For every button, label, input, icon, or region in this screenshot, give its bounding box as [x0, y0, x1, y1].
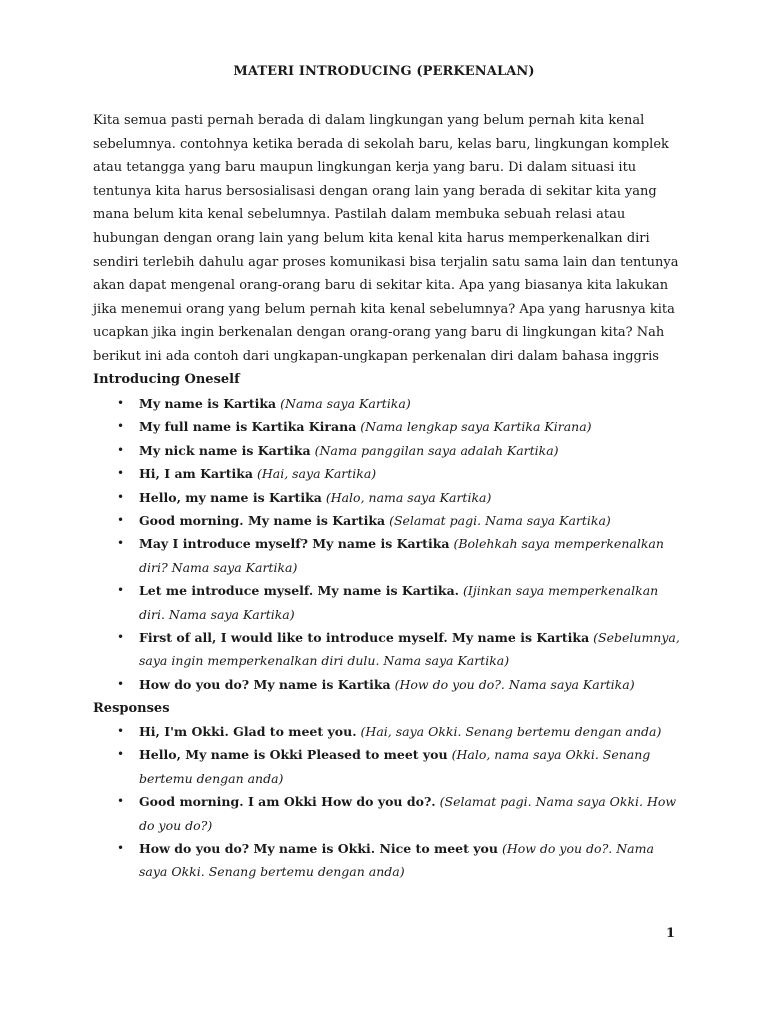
translation-text: (Sebelumnya, saya ingin memperkenalkan diri dulu. Nama saya Kartika): [139, 630, 680, 669]
list-item: [93, 462, 685, 485]
list-item: [93, 415, 685, 438]
responses-list: [93, 720, 685, 884]
document-title: MATERI INTRODUCING (PERKENALAN): [233, 64, 535, 79]
list-item: [93, 486, 685, 509]
translation-text: (Selamat pagi. Nama saya Okki. How do you do?): [139, 794, 677, 833]
phrase-text: My full name is Kartika Kirana: [139, 419, 357, 435]
list-item: [93, 837, 685, 884]
phrase-text: Let me introduce myself. My name is Kartika.: [139, 583, 460, 599]
phrase-text: Hi, I am Kartika: [139, 466, 253, 482]
section-heading-introducing: Introducing Oneself: [93, 372, 240, 387]
list-item: [93, 720, 685, 743]
list-item: [93, 509, 685, 532]
phrase-text: My name is Kartika: [139, 396, 277, 411]
phrase-text: May I introduce myself? My name is Kartika: [139, 536, 450, 552]
translation-text: (Bolehkah saya memperkenalkan diri? Nama saya Kartika): [139, 536, 664, 575]
list-item: [93, 579, 685, 626]
list-item: [93, 673, 685, 696]
translation-text: (Halo, nama saya Okki. Senang bertemu dengan anda): [139, 747, 651, 786]
page-number: 1: [666, 926, 676, 941]
intro-paragraph: Kita semua pasti pernah berada di dalam lingkungan yang belum pernah kita kenal sebelumnya. contohnya ketika berada di sekolah baru, kelas baru, lingkungan komplek atau tetangga yang baru maupun lingkungan kerja yang baru. Di dalam situasi itu tentunya kita harus bersosialisasi dengan orang lain yang berada di sekitar kita yang mana belum kita kenal sebelumnya. Pastilah dalam membuka sebuah relasi atau hubungan dengan orang lain yang belum kita kenal kita harus memperkenalkan diri sendiri terlebih dahulu agar proses komunikasi bisa terjalin satu sama lain dan tentunya akan dapat mengenal orang-orang baru di sekitar kita. Apa yang biasanya kita lakukan jika menemui orang yang belum pernah kita kenal sebelumnya? Apa yang harusnya kita ucapkan jika ingin berkenalan dengan orang-orang yang baru di lingkungan kita? Nah berikut ini ada contoh dari ungkapan-ungkapan perkenalan diri dalam bahasa inggris: [93, 113, 679, 364]
translation-text: (Nama panggilan saya adalah Kartika): [314, 442, 559, 458]
list-item: [93, 439, 685, 462]
list-item: [93, 626, 685, 673]
phrase-text: How do you do? My name is Kartika: [139, 676, 391, 692]
translation-text: (How do you do?. Nama saya Kartika): [394, 676, 635, 692]
list-item: [93, 790, 685, 837]
introducing-list: [93, 392, 685, 696]
phrase-text: Hello, my name is Kartika: [139, 489, 322, 505]
translation-text: (Hai, saya Kartika): [256, 466, 377, 482]
section-heading-responses: Responses: [93, 701, 170, 716]
list-item: [93, 392, 685, 415]
translation-text: (How do you do?. Nama saya Okki. Senang bertemu dengan anda): [139, 841, 654, 880]
list-item: [93, 743, 685, 790]
phrase-text: Hi, I'm Okki. Glad to meet you.: [139, 724, 357, 739]
translation-text: (Ijinkan saya memperkenalkan diri. Nama saya Kartika): [139, 583, 659, 622]
phrase-text: Good morning. My name is Kartika: [139, 513, 386, 529]
phrase-text: Hello, My name is Okki Pleased to meet you: [139, 747, 448, 763]
phrase-text: Good morning. I am Okki How do you do?.: [139, 794, 436, 810]
phrase-text: My nick name is Kartika: [139, 442, 311, 458]
translation-text: (Selamat pagi. Nama saya Kartika): [389, 513, 611, 529]
translation-text: (Nama lengkap saya Kartika Kirana): [360, 419, 592, 435]
translation-text: (Hai, saya Okki. Senang bertemu dengan anda): [360, 724, 662, 739]
list-item: [93, 532, 685, 579]
phrase-text: How do you do? My name is Okki. Nice to meet you: [139, 841, 498, 857]
translation-text: (Halo, nama saya Kartika): [325, 489, 492, 505]
translation-text: (Nama saya Kartika): [280, 396, 411, 411]
phrase-text: First of all, I would like to introduce myself. My name is Kartika: [139, 630, 590, 646]
